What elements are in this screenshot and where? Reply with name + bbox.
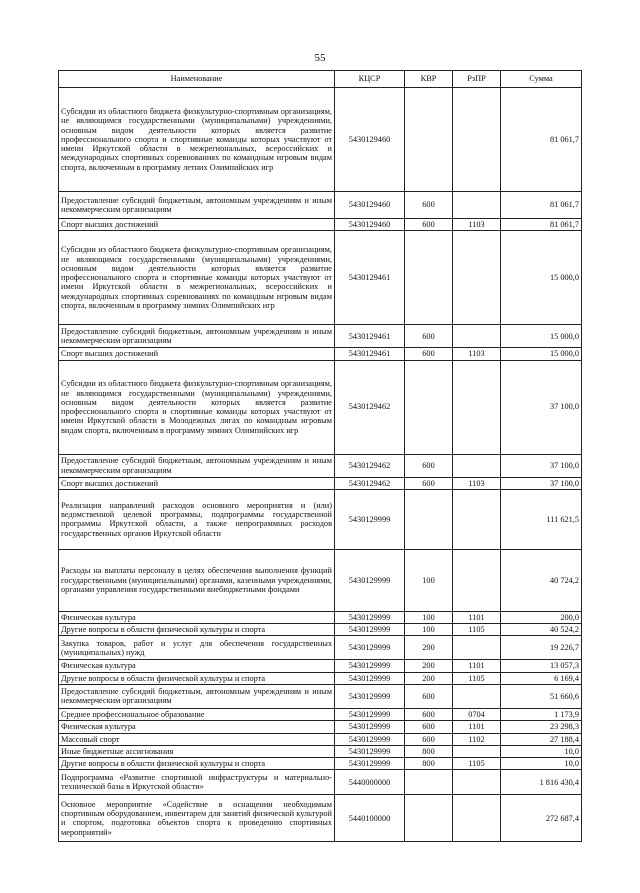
row-rzpr-cell bbox=[453, 88, 501, 192]
row-rzpr-cell bbox=[453, 745, 501, 757]
table-row bbox=[59, 454, 582, 477]
col-header-rzpr: РзПР bbox=[453, 71, 501, 88]
row-name-cell: Спорт высших достижений bbox=[59, 477, 335, 489]
row-name-cell: Подпрограмма «Развитие спортивной инфраструктуры и материально- технической базы в Иркутской области» bbox=[59, 770, 335, 795]
table-row bbox=[59, 477, 582, 489]
row-name-cell: Физическая культура bbox=[59, 660, 335, 672]
row-sum-cell: 111 621,5 bbox=[501, 489, 582, 549]
row-rzpr-cell bbox=[453, 360, 501, 454]
row-kcsr-cell: 5430129999 bbox=[335, 660, 405, 672]
table-row bbox=[59, 684, 582, 708]
table-row bbox=[59, 721, 582, 733]
table-row bbox=[59, 660, 582, 672]
row-rzpr-cell: 1101 bbox=[453, 611, 501, 623]
row-name-cell: Спорт высших достижений bbox=[59, 219, 335, 231]
table-row bbox=[59, 549, 582, 611]
row-kcsr-cell: 5430129462 bbox=[335, 454, 405, 477]
row-kcsr-cell: 5430129462 bbox=[335, 477, 405, 489]
table-row bbox=[59, 770, 582, 795]
row-kvr-cell: 200 bbox=[405, 660, 453, 672]
row-name-cell: Субсидии из областного бюджета физкультурно-спортивным организациям, не являющимся государственными (муниципальными) учреждениями, основным видом деятельности которых является развитие профессионального спорта и спортивные команды которых участвуют от имени Иркутской области в Молодежных лигах по командным игровым видам спорта, включенным в программу зимних Олимпийских игр bbox=[59, 360, 335, 454]
row-name-cell: Другие вопросы в области физической культуры и спорта bbox=[59, 758, 335, 770]
row-kvr-cell bbox=[405, 360, 453, 454]
row-kvr-cell: 600 bbox=[405, 684, 453, 708]
row-rzpr-cell: 1101 bbox=[453, 660, 501, 672]
row-sum-cell: 15 000,0 bbox=[501, 325, 582, 348]
row-sum-cell: 40 724,2 bbox=[501, 549, 582, 611]
row-kvr-cell: 600 bbox=[405, 721, 453, 733]
row-kvr-cell: 600 bbox=[405, 477, 453, 489]
row-sum-cell: 200,0 bbox=[501, 611, 582, 623]
row-name-cell: Предоставление субсидий бюджетным, автономным учреждениям и иным некоммерческим организациям bbox=[59, 684, 335, 708]
row-rzpr-cell: 1105 bbox=[453, 672, 501, 684]
row-sum-cell: 1 173,9 bbox=[501, 708, 582, 720]
table-row bbox=[59, 672, 582, 684]
row-name-cell: Основное мероприятие «Содействие в оснащении необходимым спортивным оборудованием, инвентарем для занятий физической культурой и спортом, подготовка объектов спорта к проведению спортивных мероприятий» bbox=[59, 795, 335, 842]
row-rzpr-cell: 1105 bbox=[453, 624, 501, 636]
row-kvr-cell: 800 bbox=[405, 745, 453, 757]
row-kcsr-cell: 5430129460 bbox=[335, 219, 405, 231]
row-rzpr-cell: 1105 bbox=[453, 758, 501, 770]
table-row bbox=[59, 192, 582, 219]
row-kcsr-cell: 5430129460 bbox=[335, 192, 405, 219]
row-sum-cell: 81 061,7 bbox=[501, 219, 582, 231]
table-row bbox=[59, 219, 582, 231]
row-sum-cell: 40 524,2 bbox=[501, 624, 582, 636]
row-rzpr-cell: 1103 bbox=[453, 348, 501, 360]
row-kcsr-cell: 5440100000 bbox=[335, 795, 405, 842]
row-sum-cell: 37 100,0 bbox=[501, 477, 582, 489]
table-row bbox=[59, 708, 582, 720]
row-kvr-cell bbox=[405, 489, 453, 549]
row-kvr-cell: 200 bbox=[405, 672, 453, 684]
page-number: 55 bbox=[314, 52, 326, 64]
row-rzpr-cell: 1101 bbox=[453, 721, 501, 733]
row-sum-cell: 51 660,6 bbox=[501, 684, 582, 708]
row-kvr-cell: 600 bbox=[405, 348, 453, 360]
table-header bbox=[59, 71, 582, 88]
row-sum-cell: 6 169,4 bbox=[501, 672, 582, 684]
row-name-cell: Физическая культура bbox=[59, 721, 335, 733]
row-sum-cell: 10,0 bbox=[501, 745, 582, 757]
table-header-row bbox=[59, 71, 582, 88]
row-kcsr-cell: 5430129999 bbox=[335, 745, 405, 757]
row-name-cell: Спорт высших достижений bbox=[59, 348, 335, 360]
row-rzpr-cell: 1103 bbox=[453, 219, 501, 231]
col-header-kvr: КВР bbox=[405, 71, 453, 88]
row-rzpr-cell bbox=[453, 231, 501, 325]
row-kvr-cell: 800 bbox=[405, 758, 453, 770]
row-kcsr-cell: 5440000000 bbox=[335, 770, 405, 795]
row-kvr-cell: 600 bbox=[405, 733, 453, 745]
row-name-cell: Массовый спорт bbox=[59, 733, 335, 745]
row-rzpr-cell: 1103 bbox=[453, 477, 501, 489]
row-rzpr-cell bbox=[453, 684, 501, 708]
row-sum-cell: 37 100,0 bbox=[501, 360, 582, 454]
col-header-sum: Сумма bbox=[501, 71, 582, 88]
row-sum-cell: 27 188,4 bbox=[501, 733, 582, 745]
row-sum-cell: 10,0 bbox=[501, 758, 582, 770]
row-kcsr-cell: 5430129999 bbox=[335, 611, 405, 623]
row-kvr-cell: 100 bbox=[405, 624, 453, 636]
row-rzpr-cell bbox=[453, 770, 501, 795]
row-sum-cell: 81 061,7 bbox=[501, 192, 582, 219]
row-rzpr-cell bbox=[453, 636, 501, 660]
row-kcsr-cell: 5430129999 bbox=[335, 636, 405, 660]
row-name-cell: Предоставление субсидий бюджетным, автономным учреждениям и иным некоммерческим организациям bbox=[59, 192, 335, 219]
table-row bbox=[59, 360, 582, 454]
row-kvr-cell: 600 bbox=[405, 708, 453, 720]
row-rzpr-cell: 0704 bbox=[453, 708, 501, 720]
table-row bbox=[59, 348, 582, 360]
table-body bbox=[59, 88, 582, 842]
table-row bbox=[59, 325, 582, 348]
row-kcsr-cell: 5430129462 bbox=[335, 360, 405, 454]
table-row bbox=[59, 733, 582, 745]
row-name-cell: Другие вопросы в области физической культуры и спорта bbox=[59, 624, 335, 636]
budget-table bbox=[58, 70, 582, 842]
table-row bbox=[59, 611, 582, 623]
row-sum-cell: 19 226,7 bbox=[501, 636, 582, 660]
row-sum-cell: 272 687,4 bbox=[501, 795, 582, 842]
row-rzpr-cell bbox=[453, 795, 501, 842]
row-sum-cell: 23 298,3 bbox=[501, 721, 582, 733]
row-name-cell: Другие вопросы в области физической культуры и спорта bbox=[59, 672, 335, 684]
row-kvr-cell: 600 bbox=[405, 219, 453, 231]
row-rzpr-cell bbox=[453, 549, 501, 611]
row-kvr-cell: 600 bbox=[405, 192, 453, 219]
row-kvr-cell: 600 bbox=[405, 325, 453, 348]
row-sum-cell: 15 000,0 bbox=[501, 348, 582, 360]
row-name-cell: Предоставление субсидий бюджетным, автономным учреждениям и иным некоммерческим организациям bbox=[59, 325, 335, 348]
row-rzpr-cell bbox=[453, 489, 501, 549]
row-kvr-cell bbox=[405, 795, 453, 842]
row-kcsr-cell: 5430129461 bbox=[335, 325, 405, 348]
row-rzpr-cell bbox=[453, 192, 501, 219]
row-sum-cell: 13 057,3 bbox=[501, 660, 582, 672]
row-sum-cell: 37 100,0 bbox=[501, 454, 582, 477]
table-row bbox=[59, 489, 582, 549]
row-kvr-cell: 100 bbox=[405, 549, 453, 611]
row-name-cell: Реализация направлений расходов основного мероприятия и (или) ведомственной целевой программы, подпрограммы государственной программы Иркутской области, а также непрограммных расходов государственных органов Иркутской области bbox=[59, 489, 335, 549]
row-kcsr-cell: 5430129999 bbox=[335, 684, 405, 708]
row-kvr-cell bbox=[405, 770, 453, 795]
row-name-cell: Предоставление субсидий бюджетным, автономным учреждениям и иным некоммерческим организациям bbox=[59, 454, 335, 477]
table-row bbox=[59, 624, 582, 636]
row-kcsr-cell: 5430129999 bbox=[335, 672, 405, 684]
row-sum-cell: 15 000,0 bbox=[501, 231, 582, 325]
table-row bbox=[59, 231, 582, 325]
row-kvr-cell: 600 bbox=[405, 454, 453, 477]
row-kcsr-cell: 5430129999 bbox=[335, 733, 405, 745]
table-row bbox=[59, 745, 582, 757]
table-row bbox=[59, 88, 582, 192]
row-kcsr-cell: 5430129999 bbox=[335, 758, 405, 770]
row-kcsr-cell: 5430129460 bbox=[335, 88, 405, 192]
row-name-cell: Иные бюджетные ассигнования bbox=[59, 745, 335, 757]
row-rzpr-cell bbox=[453, 454, 501, 477]
row-sum-cell: 1 816 430,4 bbox=[501, 770, 582, 795]
row-kcsr-cell: 5430129999 bbox=[335, 549, 405, 611]
row-kcsr-cell: 5430129999 bbox=[335, 708, 405, 720]
row-kcsr-cell: 5430129461 bbox=[335, 231, 405, 325]
row-rzpr-cell bbox=[453, 325, 501, 348]
row-name-cell: Закупка товаров, работ и услуг для обеспечения государственных (муниципальных) нужд bbox=[59, 636, 335, 660]
row-name-cell: Среднее профессиональное образование bbox=[59, 708, 335, 720]
row-kcsr-cell: 5430129999 bbox=[335, 624, 405, 636]
row-kcsr-cell: 5430129461 bbox=[335, 348, 405, 360]
row-kvr-cell bbox=[405, 88, 453, 192]
row-kcsr-cell: 5430129999 bbox=[335, 489, 405, 549]
row-name-cell: Расходы на выплаты персоналу в целях обеспечения выполнения функций государственными (муниципальными) органами, казенными учреждениями, органами управления государственными внебюджетными фондами bbox=[59, 549, 335, 611]
row-rzpr-cell: 1102 bbox=[453, 733, 501, 745]
table-row bbox=[59, 795, 582, 842]
row-kcsr-cell: 5430129999 bbox=[335, 721, 405, 733]
row-name-cell: Субсидии из областного бюджета физкультурно-спортивным организациям, не являющимся государственными (муниципальными) учреждениями, основным видом деятельности которых является развитие профессионального спорта и спортивные команды которых участвуют от имени Иркутской области в межрегиональных, всероссийских и международных спортивных соревнованиях по командным игровым видам спорта, включенным в программу зимних Олимпийских игр bbox=[59, 231, 335, 325]
table-row bbox=[59, 636, 582, 660]
col-header-name: Наименование bbox=[59, 71, 335, 88]
table-row bbox=[59, 758, 582, 770]
row-kvr-cell bbox=[405, 231, 453, 325]
row-sum-cell: 81 061,7 bbox=[501, 88, 582, 192]
row-name-cell: Субсидии из областного бюджета физкультурно-спортивным организациям, не являющимся государственными (муниципальными) учреждениями, основным видом деятельности которых является развитие профессионального спорта и спортивные команды которых участвуют от имени Иркутской области в межрегиональных, всероссийских и международных спортивных соревнованиях по командным игровым видам спорта, включенным в программу летних Олимпийских игр bbox=[59, 88, 335, 192]
row-kvr-cell: 200 bbox=[405, 636, 453, 660]
row-kvr-cell: 100 bbox=[405, 611, 453, 623]
row-name-cell: Физическая культура bbox=[59, 611, 335, 623]
col-header-kcsr: КЦСР bbox=[335, 71, 405, 88]
